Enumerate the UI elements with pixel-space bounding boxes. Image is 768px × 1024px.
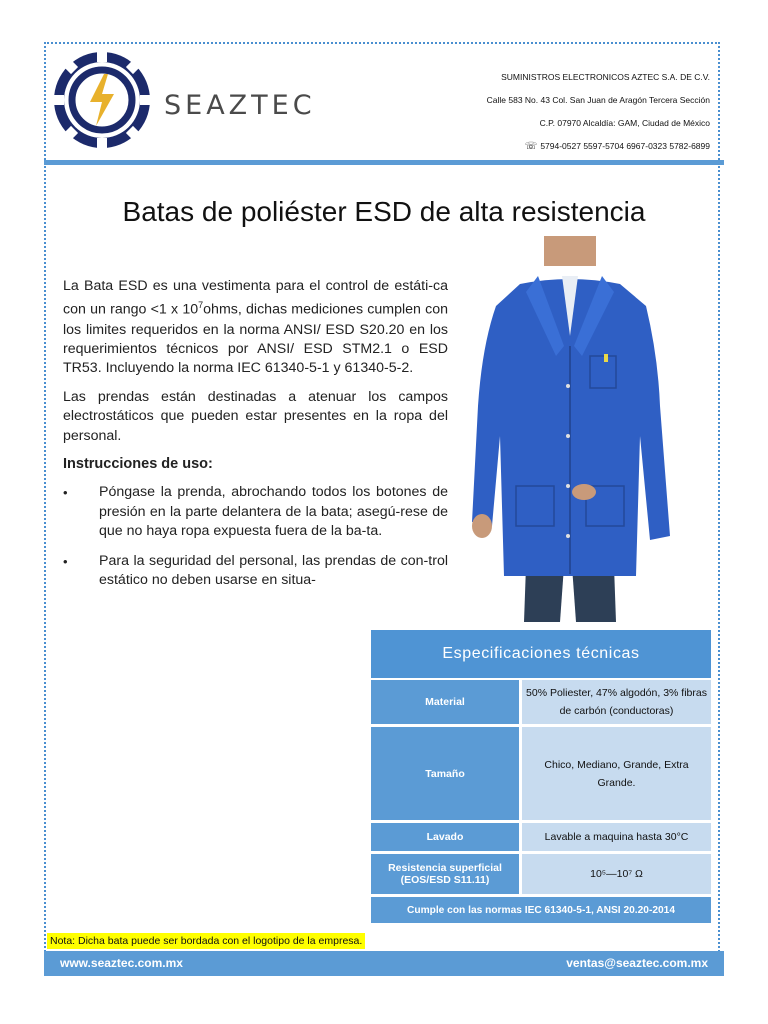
spec-value: Lavable a maquina hasta 30°C — [522, 823, 711, 854]
note-highlight: Nota: Dicha bata puede ser bordada con el logotipo de la empresa. — [47, 933, 365, 949]
company-logo — [50, 48, 154, 152]
spec-label: Material — [371, 680, 522, 727]
spec-value: 10⁵—10⁷ Ω — [522, 854, 711, 897]
intro-paragraph — [63, 277, 448, 379]
brand-name: SEAZTEC — [164, 90, 316, 121]
spec-label: Tamaño — [371, 727, 522, 823]
spec-value: Chico, Mediano, Grande, Extra Grande. — [522, 727, 711, 823]
purpose-paragraph: Las prendas están destinadas a atenuar los campos electrostáticos que pueden estar presentes en la ropa del personal. — [63, 388, 448, 444]
specs-footer: Cumple con las normas IEC 61340-5-1, ANSI 20.20-2014 — [371, 897, 711, 926]
page-title: Batas de poliéster ESD de alta resistencia — [122, 196, 646, 227]
instructions-heading: Instrucciones de uso: — [63, 455, 213, 472]
list-item: • Para la seguridad del personal, las prendas de con-trol estático no deben usarse en situa- — [63, 552, 448, 591]
description — [63, 277, 448, 600]
company-name: SUMINISTROS ELECTRONICOS AZTEC S.A. DE C.V. — [501, 72, 710, 82]
email-link[interactable]: ventas@seaztec.com.mx — [566, 956, 708, 970]
address-line-1: Calle 583 No. 43 Col. San Juan de Aragón Tercera Sección — [486, 95, 710, 105]
instructions-list — [63, 483, 448, 590]
phone-icon: ☏ — [524, 141, 538, 152]
intro-text-a: La Bata ESD es una vestimenta para el control de estáti-ca con un rango <1 x 10 — [63, 278, 448, 319]
address-line-2: C.P. 07970 Alcaldía: GAM, Ciudad de México — [539, 118, 710, 128]
header — [46, 44, 718, 160]
list-item: • Póngase la prenda, abrochando todos los botones de presión en la parte delantera de la bata; asegú-rese de que no haya ropa expuesta fuera de la ba-ta. — [63, 483, 448, 541]
spec-label: Lavado — [371, 823, 522, 854]
intro-text-b: ohms, dichas mediciones cumplen con los limites requeridos en la norma ANSI/ ESD S20.20 en los requerimientos técnicos por ANSI/ ESD STM2.1 o ESD TR53. Incluyendo la norma IEC 61340-5-1 y 61340-5-2. — [63, 302, 448, 377]
footer-bar — [44, 951, 724, 976]
phone-line — [487, 135, 710, 158]
table-row — [371, 823, 711, 854]
exponent: 7 — [198, 300, 204, 311]
table-row — [371, 680, 711, 727]
company-info — [487, 66, 710, 158]
website-link[interactable]: www.seaztec.com.mx — [60, 956, 183, 970]
table-row — [371, 854, 711, 897]
lab-coat-photo — [464, 236, 676, 622]
specs-table — [371, 630, 711, 926]
phone-numbers: 5794-0527 5597-5704 6967-0323 5782-6899 — [540, 141, 710, 151]
spec-label: Resistencia superficial (EOS/ESD S11.11) — [371, 854, 522, 897]
table-row — [371, 727, 711, 823]
spec-value: 50% Poliester, 47% algodón, 3% fibras de carbón (conductoras) — [522, 680, 711, 727]
specs-heading: Especificaciones técnicas — [371, 630, 711, 680]
header-divider — [44, 160, 724, 165]
